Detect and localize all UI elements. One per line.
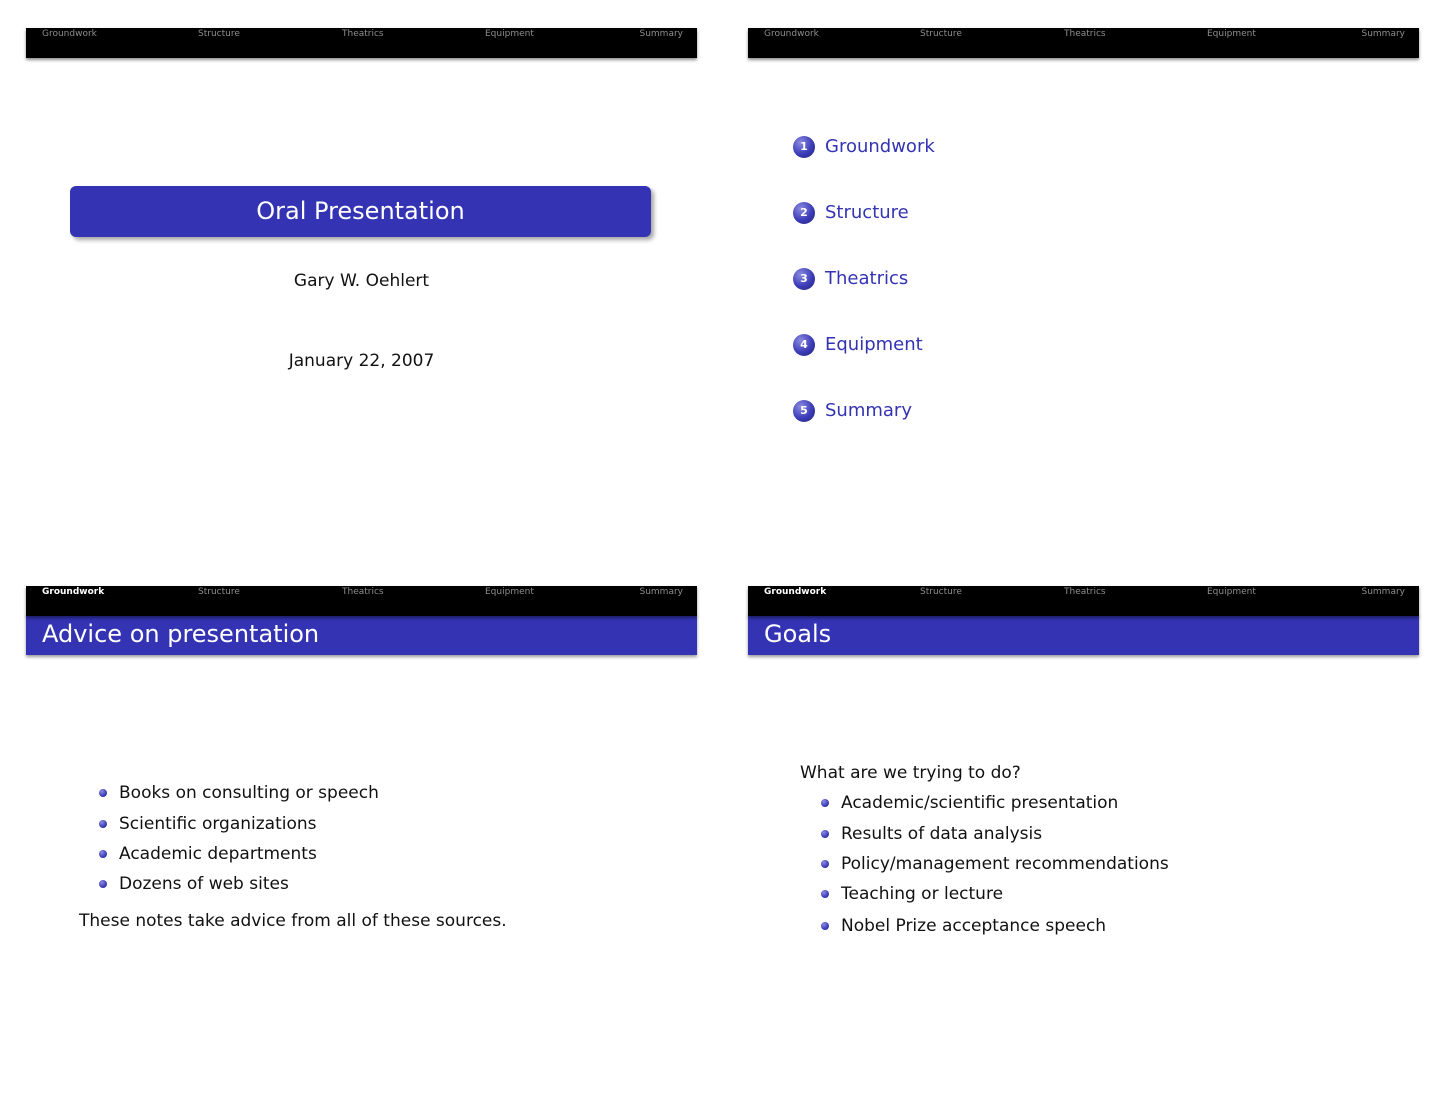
toc-number-badge: 2 xyxy=(793,202,815,224)
bullet-text: Teaching or lecture xyxy=(841,884,1004,904)
section-navbar xyxy=(748,586,1419,616)
date: January 22, 2007 xyxy=(288,351,435,371)
toc-label: Equipment xyxy=(825,334,923,355)
frame-title-bar xyxy=(748,614,1419,655)
slide-goals xyxy=(748,586,1419,1116)
nav-equipment[interactable]: Equipment xyxy=(1207,587,1256,597)
toc-number-badge: 3 xyxy=(793,268,815,290)
nav-structure[interactable]: Structure xyxy=(198,587,240,597)
list-item xyxy=(821,792,1169,814)
bullet-text: Results of data analysis xyxy=(841,824,1043,844)
nav-theatrics[interactable]: Theatrics xyxy=(342,29,384,39)
list-item xyxy=(821,853,1169,875)
nav-groundwork[interactable]: Groundwork xyxy=(42,587,105,597)
toc-number-badge: 1 xyxy=(793,136,815,158)
frame-title: Advice on presentation xyxy=(42,620,320,648)
toc-label: Structure xyxy=(825,202,909,223)
list-item xyxy=(821,915,1169,937)
list-item xyxy=(821,883,1169,905)
bullet-text: Scientific organizations xyxy=(119,814,317,834)
frame-title: Goals xyxy=(764,620,832,648)
nav-summary[interactable]: Summary xyxy=(639,587,683,597)
toc-label: Theatrics xyxy=(825,268,909,289)
presentation-title: Oral Presentation xyxy=(256,197,465,225)
section-navbar xyxy=(26,28,697,58)
nav-groundwork[interactable]: Groundwork xyxy=(764,29,819,39)
bullet-text: Academic/scientific presentation xyxy=(841,793,1119,813)
bullet-icon xyxy=(99,880,107,888)
section-navbar xyxy=(748,28,1419,58)
bullet-text: Academic departments xyxy=(119,844,317,864)
nav-summary[interactable]: Summary xyxy=(1361,587,1405,597)
bullet-text: Dozens of web sites xyxy=(119,874,289,894)
nav-structure[interactable]: Structure xyxy=(920,29,962,39)
bullet-icon xyxy=(99,820,107,828)
slide-title xyxy=(26,28,697,558)
nav-equipment[interactable]: Equipment xyxy=(485,29,534,39)
nav-theatrics[interactable]: Theatrics xyxy=(1064,29,1106,39)
nav-equipment[interactable]: Equipment xyxy=(485,587,534,597)
list-item xyxy=(99,873,379,895)
list-item xyxy=(99,813,379,835)
slide-outline xyxy=(748,28,1419,558)
toc-number-badge: 4 xyxy=(793,334,815,356)
bullet-text: Books on consulting or speech xyxy=(119,783,379,803)
frame-title-bar xyxy=(26,614,697,655)
nav-equipment[interactable]: Equipment xyxy=(1207,29,1256,39)
toc-label: Summary xyxy=(825,400,912,421)
bullet-icon xyxy=(821,860,829,868)
goals-intro: What are we trying to do? xyxy=(800,763,1021,783)
nav-theatrics[interactable]: Theatrics xyxy=(1064,587,1106,597)
sources-note: These notes take advice from all of these sources. xyxy=(79,911,507,931)
author: Gary W. Oehlert xyxy=(293,271,430,291)
slide-advice xyxy=(26,586,697,1116)
bullet-icon xyxy=(821,830,829,838)
nav-structure[interactable]: Structure xyxy=(920,587,962,597)
list-item xyxy=(821,823,1169,845)
bullet-icon xyxy=(99,850,107,858)
goals-bullet-list xyxy=(821,792,1169,937)
bullet-icon xyxy=(99,789,107,797)
advice-bullet-list xyxy=(99,782,379,895)
bullet-icon xyxy=(821,890,829,898)
bullet-icon xyxy=(821,922,829,930)
title-box xyxy=(70,186,651,237)
bullet-text: Policy/management recommendations xyxy=(841,854,1169,874)
nav-groundwork[interactable]: Groundwork xyxy=(42,29,97,39)
nav-summary[interactable]: Summary xyxy=(1361,29,1405,39)
list-item xyxy=(99,843,379,865)
nav-structure[interactable]: Structure xyxy=(198,29,240,39)
bullet-text: Nobel Prize acceptance speech xyxy=(841,916,1107,936)
bullet-icon xyxy=(821,799,829,807)
section-navbar xyxy=(26,586,697,616)
nav-theatrics[interactable]: Theatrics xyxy=(342,587,384,597)
list-item xyxy=(99,782,379,804)
nav-groundwork[interactable]: Groundwork xyxy=(764,587,827,597)
toc-number-badge: 5 xyxy=(793,400,815,422)
toc-label: Groundwork xyxy=(825,136,935,157)
nav-summary[interactable]: Summary xyxy=(639,29,683,39)
